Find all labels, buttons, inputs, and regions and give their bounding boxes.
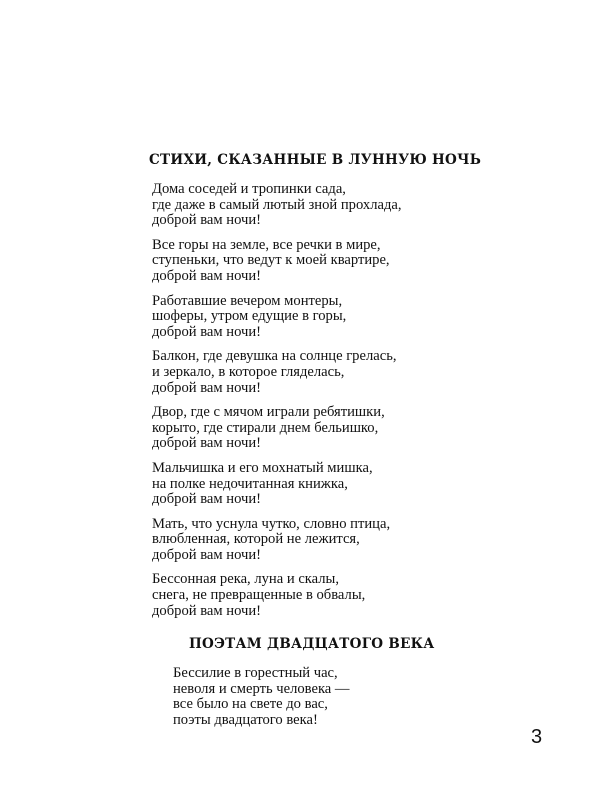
poem-line: Балкон, где девушка на солнце грелась, [152, 348, 397, 365]
poem-line: ступеньки, что ведут к моей квартире, [152, 252, 390, 269]
poem-line: все было на свете до вас, [173, 696, 328, 713]
poem-line: неволя и смерть человека — [173, 680, 350, 697]
stanza [152, 405, 402, 452]
poem-line: Все горы на земле, все речки в мире, [152, 236, 381, 253]
poem-line: Бессонная река, луна и скалы, [152, 571, 340, 588]
stanza [152, 517, 402, 564]
page-number: 3 [531, 726, 543, 748]
poem-line: Работавшие вечером монтеры, [152, 292, 343, 309]
poem-line: доброй вам ночи! [152, 546, 261, 563]
poem-line: на полке недочитанная книжка, [152, 475, 348, 492]
poem-line: доброй вам ночи! [152, 491, 261, 508]
stanza [152, 461, 402, 508]
poem-line: корыто, где стирали днем бельишко, [152, 419, 379, 436]
stanza [152, 294, 402, 341]
poem-line: поэты двадцатого века! [173, 711, 318, 728]
poem-line: доброй вам ночи! [152, 212, 261, 229]
stanza [152, 238, 402, 285]
poem-title: ПОЭТАМ ДВАДЦАТОГО ВЕКА [189, 636, 435, 652]
poem-line: где даже в самый лютый зной прохлада, [152, 196, 402, 213]
poem-body [152, 182, 402, 628]
poem-line: снега, не превращенные в обвалы, [152, 587, 366, 604]
poem-title: СТИХИ, СКАЗАННЫЕ В ЛУННУЮ НОЧЬ [149, 152, 482, 168]
poem-line: доброй вам ночи! [152, 267, 261, 284]
poem-line: и зеркало, в которое гляделась, [152, 363, 345, 380]
poem-line: Мальчишка и его мохнатый мишка, [152, 459, 373, 476]
poem-line: доброй вам ночи! [152, 379, 261, 396]
poem-line: Двор, где с мячом играли ребятишки, [152, 404, 385, 421]
poem-line: влюбленная, которой не лежится, [152, 531, 360, 548]
poem-line: Дома соседей и тропинки сада, [152, 181, 346, 197]
poem-line: шоферы, утром едущие в горы, [152, 308, 347, 325]
poem-body [173, 666, 350, 737]
poem-line: доброй вам ночи! [152, 435, 261, 452]
poem-line: Мать, что уснула чутко, словно птица, [152, 515, 391, 532]
poem-line: Бессилие в горестный час, [173, 665, 338, 681]
stanza [152, 182, 402, 229]
stanza [152, 572, 402, 619]
poem-line: доброй вам ночи! [152, 323, 261, 340]
stanza [173, 666, 350, 728]
poem-line: доброй вам ночи! [152, 602, 261, 619]
stanza [152, 349, 402, 396]
